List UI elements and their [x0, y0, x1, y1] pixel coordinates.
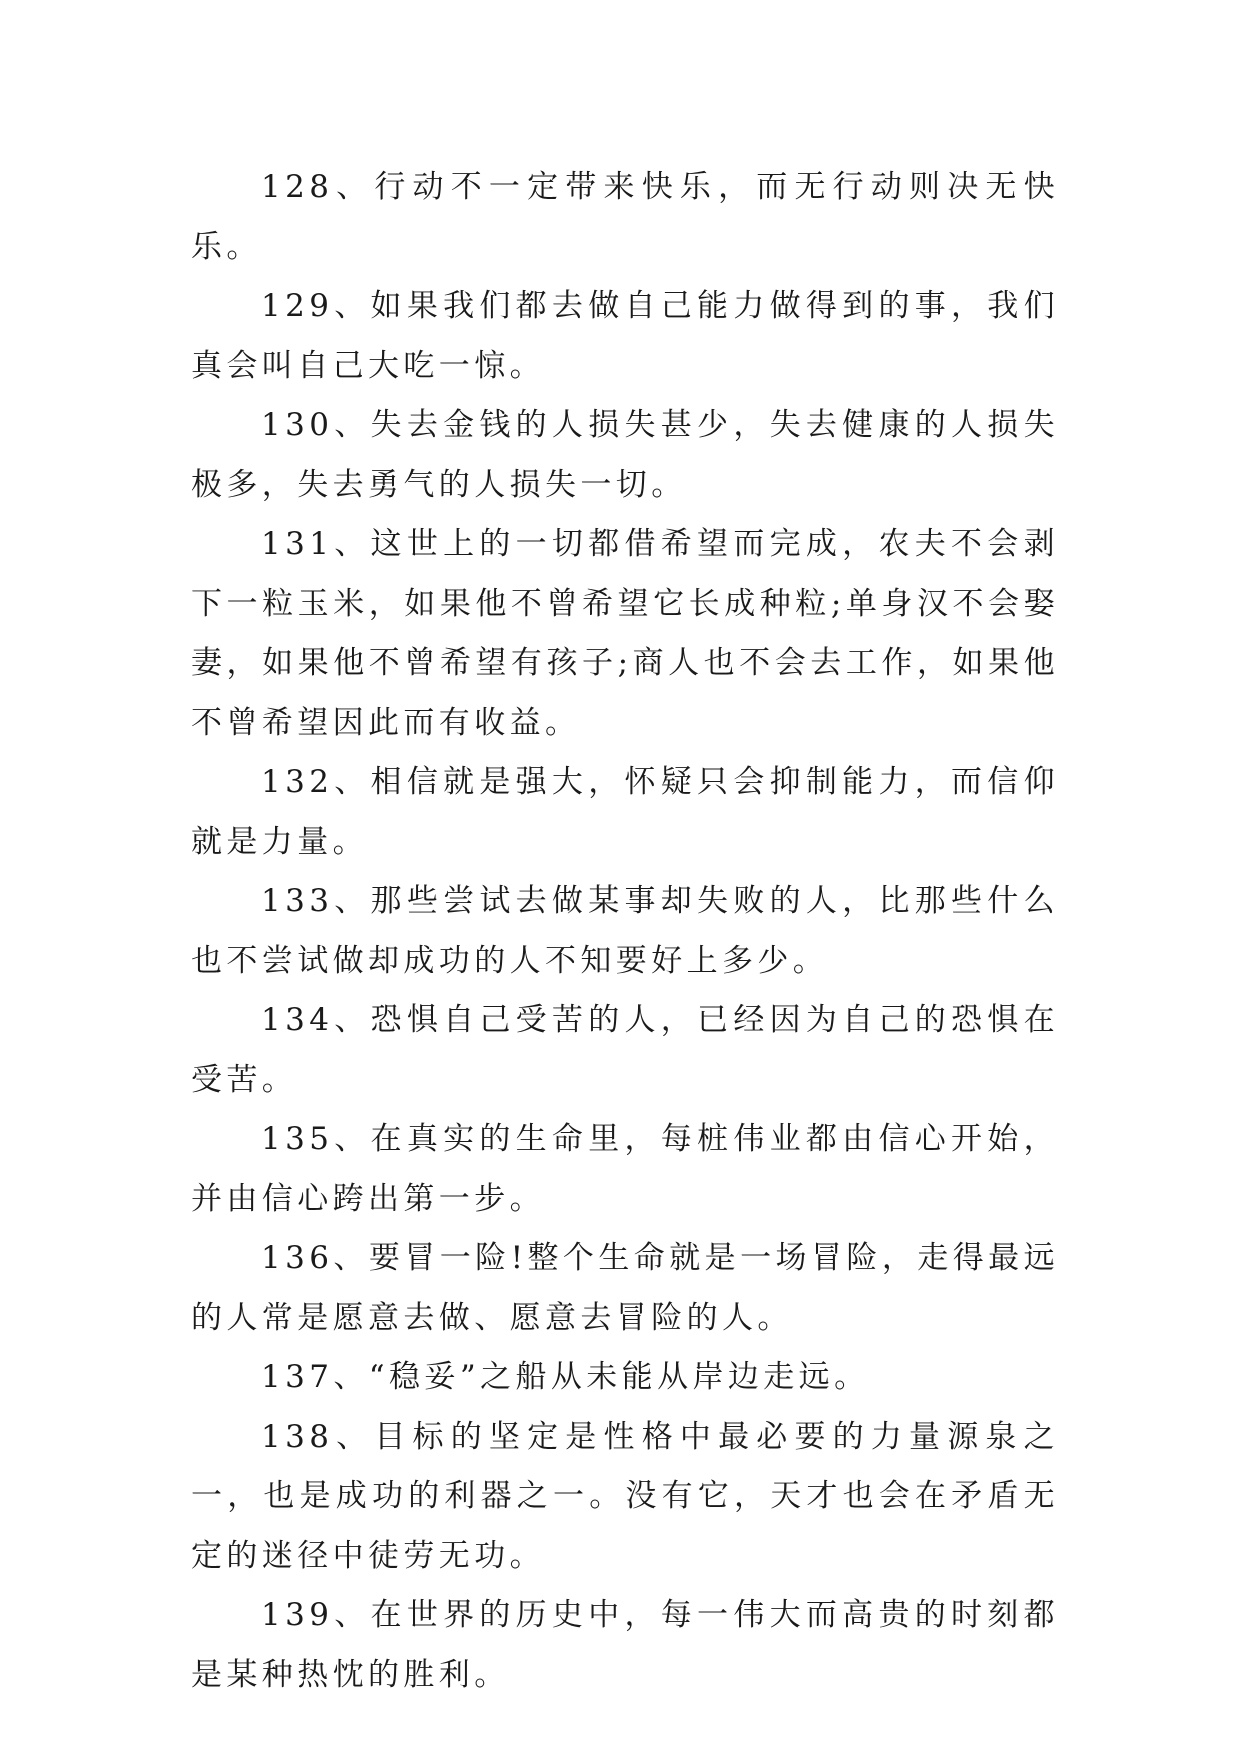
quote-paragraph-136: 136、要冒一险!整个生命就是一场冒险，走得最远的人常是愿意去做、愿意去冒险的人。	[191, 1240, 1059, 1336]
quote-paragraph-135: 135、在真实的生命里，每桩伟业都由信心开始，并由信心跨出第一步。	[191, 1121, 1059, 1217]
quote-paragraph-128: 128、行动不一定带来快乐，而无行动则决无快乐。	[191, 169, 1059, 265]
quote-paragraph-132: 132、相信就是强大，怀疑只会抑制能力，而信仰就是力量。	[191, 764, 1059, 860]
quote-paragraph-130: 130、失去金钱的人损失甚少，失去健康的人损失极多，失去勇气的人损失一切。	[191, 407, 1059, 503]
quote-paragraph-129: 129、如果我们都去做自己能力做得到的事，我们真会叫自己大吃一惊。	[191, 288, 1059, 384]
quote-paragraph-131: 131、这世上的一切都借希望而完成，农夫不会剥下一粒玉米，如果他不曾希望它长成种粒;单身汉不会娶妻，如果他不曾希望有孩子;商人也不会去工作，如果他不曾希望因此而有收益。	[191, 526, 1059, 741]
quote-paragraph-138: 138、目标的坚定是性格中最必要的力量源泉之一，也是成功的利器之一。没有它，天才也会在矛盾无定的迷径中徒劳无功。	[191, 1418, 1059, 1574]
quote-paragraph-139: 139、在世界的历史中，每一伟大而高贵的时刻都是某种热忱的胜利。	[191, 1597, 1059, 1693]
quote-paragraph-137: 137、“稳妥”之船从未能从岸边走远。	[261, 1359, 870, 1395]
quote-paragraph-133: 133、那些尝试去做某事却失败的人，比那些什么也不尝试做却成功的人不知要好上多少。	[191, 883, 1059, 979]
document-body	[191, 158, 1059, 1705]
quote-paragraph-134: 134、恐惧自己受苦的人，已经因为自己的恐惧在受苦。	[191, 1002, 1059, 1098]
